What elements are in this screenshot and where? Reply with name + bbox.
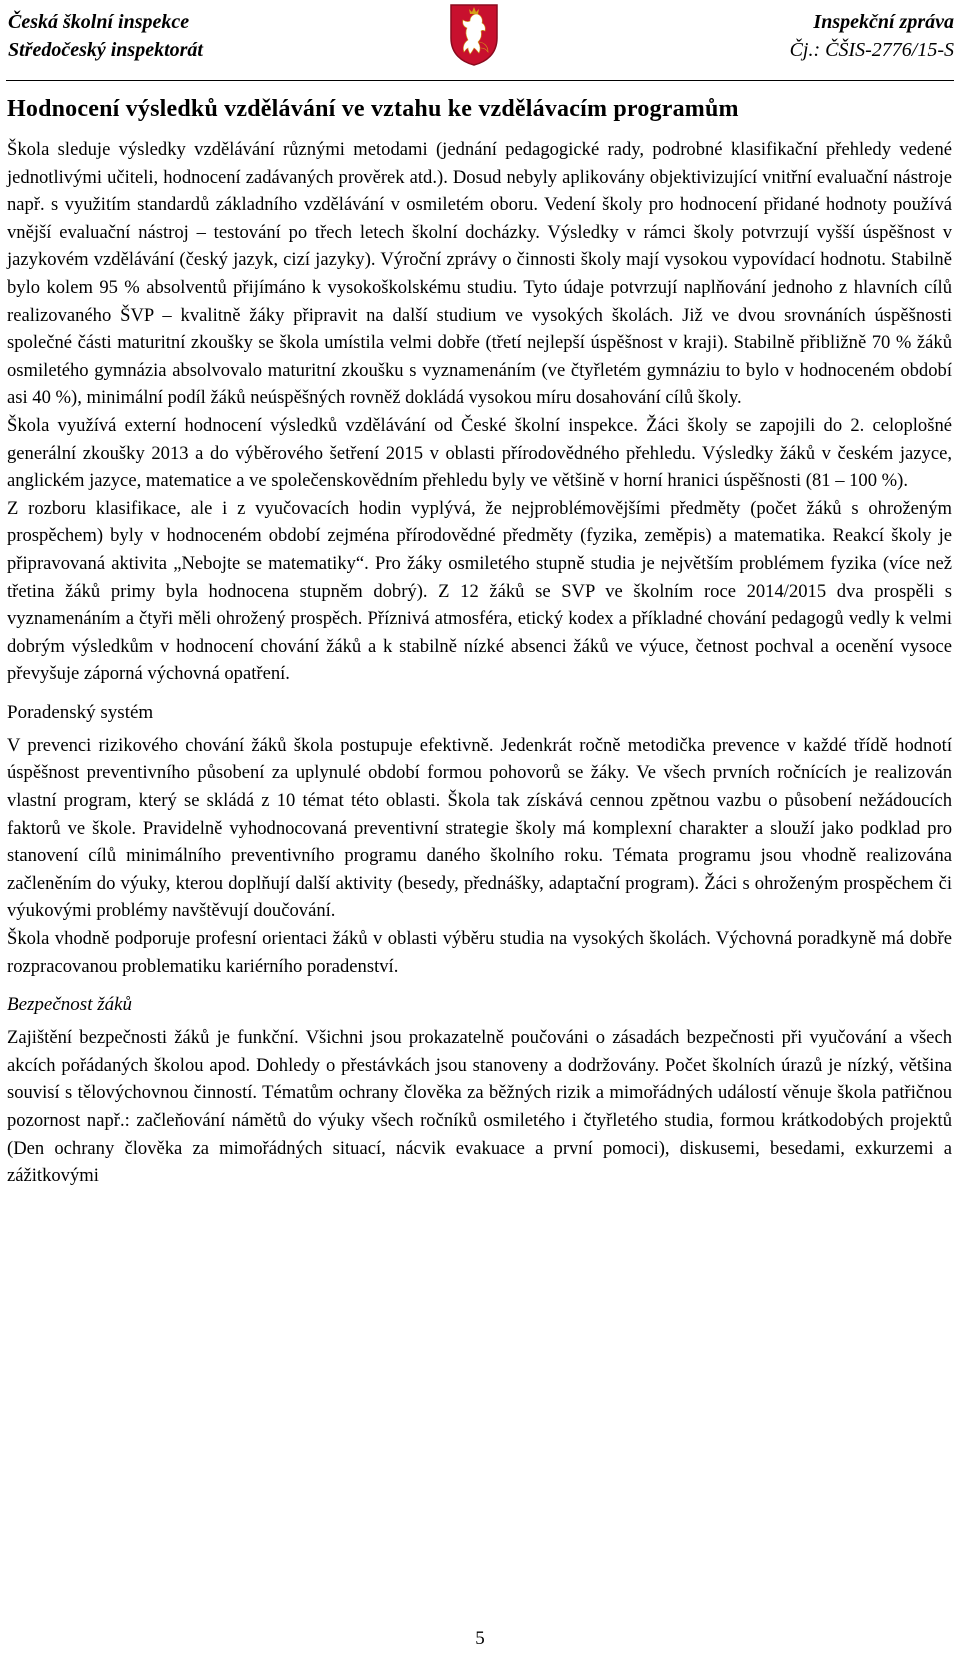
page-header: [0, 0, 960, 80]
paragraph-classification-analysis: Z rozboru klasifikace, ale i z vyučovacích hodin vyplývá, že nejproblémovějšími předměty (počet žáků s ohroženým prospěchem) byly v hodnoceném období zejména přírodovědné předměty (fyzika, zeměpis) a matematika. Reakcí školy je připravovaná aktivita „Nebojte se matematiky“. Pro žáky osmiletého stupně studia je největším problémem fyzika (více než třetina žáků primy byla hodnocena stupněm dobrý). Z 12 žáků se SVP ve školním roce 2014/2015 dva prospěli s vyznamenáním a čtyři měli ohrožený prospěch. Příznivá atmosféra, etický kodex a příkladné chování pedagogů vedly k velmi dobrým výsledkům v hodnocení chování žáků a k stabilně nízké absenci žáků ve výuce, četnost pochval a ocenění vysoce převyšuje záporná výchovná opatření.: [7, 497, 952, 685]
header-left: [8, 8, 203, 64]
subsection-title-counseling: Poradenský systém: [7, 701, 154, 723]
document-body: [7, 92, 952, 1190]
inspectorate-name: Středočeský inspektorát: [8, 39, 203, 61]
header-right: [790, 8, 954, 64]
paragraph-career-guidance: Škola vhodně podporuje profesní orientaci žáků v oblasti výběru studia na vysokých školách. Výchovná poradkyně má dobře rozpracovanou problematiku kariérního poradenství.: [7, 928, 952, 977]
paragraph-external-evaluation: Škola využívá externí hodnocení výsledků vzdělávání od České školní inspekce. Žáci školy se zapojili do 2. celoplošné generální zkoušky 2013 a do výběrového šetření 2015 v oblasti přírodovědného přehledu. Výsledky žáků v českém jazyce, anglickém jazyce, matematice a ve společenskovědním přehledu byly ve většině v horní hranici úspěšnosti (81 – 100 %).: [7, 414, 952, 492]
institution-name: Česká školní inspekce: [8, 11, 190, 33]
page-number: 5: [475, 1628, 485, 1649]
subsection-title-safety: Bezpečnost žáků: [7, 994, 133, 1016]
paragraph-prevention: V prevenci rizikového chování žáků škola postupuje efektivně. Jedenkrát ročně metodička prevence v každé třídě hodnotí úspěšnost preventivního působení za uplynulé období formou pohovorů se žáky. Ve všech prvních ročnících je realizován vlastní program, který se skládá z 10 témat této oblasti. Škola tak získává cennou zpětnou vazbu o působení nežádoucích faktorů ve škole. Pravidelně vyhodnocovaná preventivní strategie školy má komplexní charakter a slouží jako podklad pro stanovení cílů minimálního preventivního programu daného školního roku. Témata programu jsou vhodně realizována začleněním do výuky, kterou doplňují další aktivity (besedy, přednášky, adaptační program). Žáci s ohroženým prospěchem či výukovými problémy navštěvují doučování.: [7, 734, 952, 922]
paragraph-safety: Zajištění bezpečnosti žáků je funkční. Všichni jsou prokazatelně poučováni o zásadách bezpečnosti při vyučování a všech akcích pořádaných školou apod. Dohledy o přestávkách jsou stanoveny a dodržovány. Počet školních úrazů je nízký, většina souvisí s tělovýchovnou činností. Tématům ochrany člověka za běžných rizik a mimořádných událostí věnuje škola patřičnou pozornost např.: začleňování námětů do výuky všech ročníků osmiletého i čtyřletého studia, formou krátkodobých projektů (Den ochrany člověka za mimořádných situací, nácvik evakuace a první pomoci), diskusemi, besedami, exkurzemi a zážitkovými: [7, 1027, 952, 1187]
header-divider: [6, 80, 954, 81]
czech-coat-of-arms-icon: [448, 2, 500, 66]
paragraph-results-monitoring: Škola sleduje výsledky vzdělávání různými metodami (jednání pedagogické rady, podrobné klasifikační přehledy vedené jednotlivými učiteli, hodnocení zadávaných prověrek atd.). Dosud nebyly aplikovány objektivizující vnitřní evaluační nástroje např. s využitím standardů základního vzdělávání v osmiletém oboru. Vedení školy pro hodnocení přidané hodnoty používá vnější evaluační nástroj – testování po třech letech školní docházky. Výsledky v rámci školy potvrzují vyšší úspěšnost v jazykovém vzdělávání (český jazyk, cizí jazyky). Výroční zprávy o činnosti školy mají vysokou vypovídací hodnotu. Stabilně bylo kolem 95 % absolventů přijímáno k vysokoškolskému studiu. Tyto údaje potvrzují naplňování jednoho z hlavních cílů realizovaného ŠVP – kvalitně žáky připravit na další studium ve vysokých školách. Již ve dvou srovnáních úspěšnosti společné části maturitní zkoušky se škola umístila velmi dobře (třetí nejlepší úspěšnost v kraji). Stabilně přibližně 70 % žáků osmiletého gymnázia absolvovalo maturitní zkoušku s vyznamenáním (ve čtyřletém gymnáziu to bylo v hodnoceném období asi 40 %), minimální podíl žáků neúspěšných rovněž dokládá vysokou míru dosahování cílů školy.: [7, 139, 952, 409]
report-type: Inspekční zpráva: [813, 11, 954, 33]
section-title: Hodnocení výsledků vzdělávání ve vztahu ke vzdělávacím programům: [7, 96, 739, 122]
reference-number: Čj.: ČŠIS-2776/15-S: [789, 39, 954, 61]
